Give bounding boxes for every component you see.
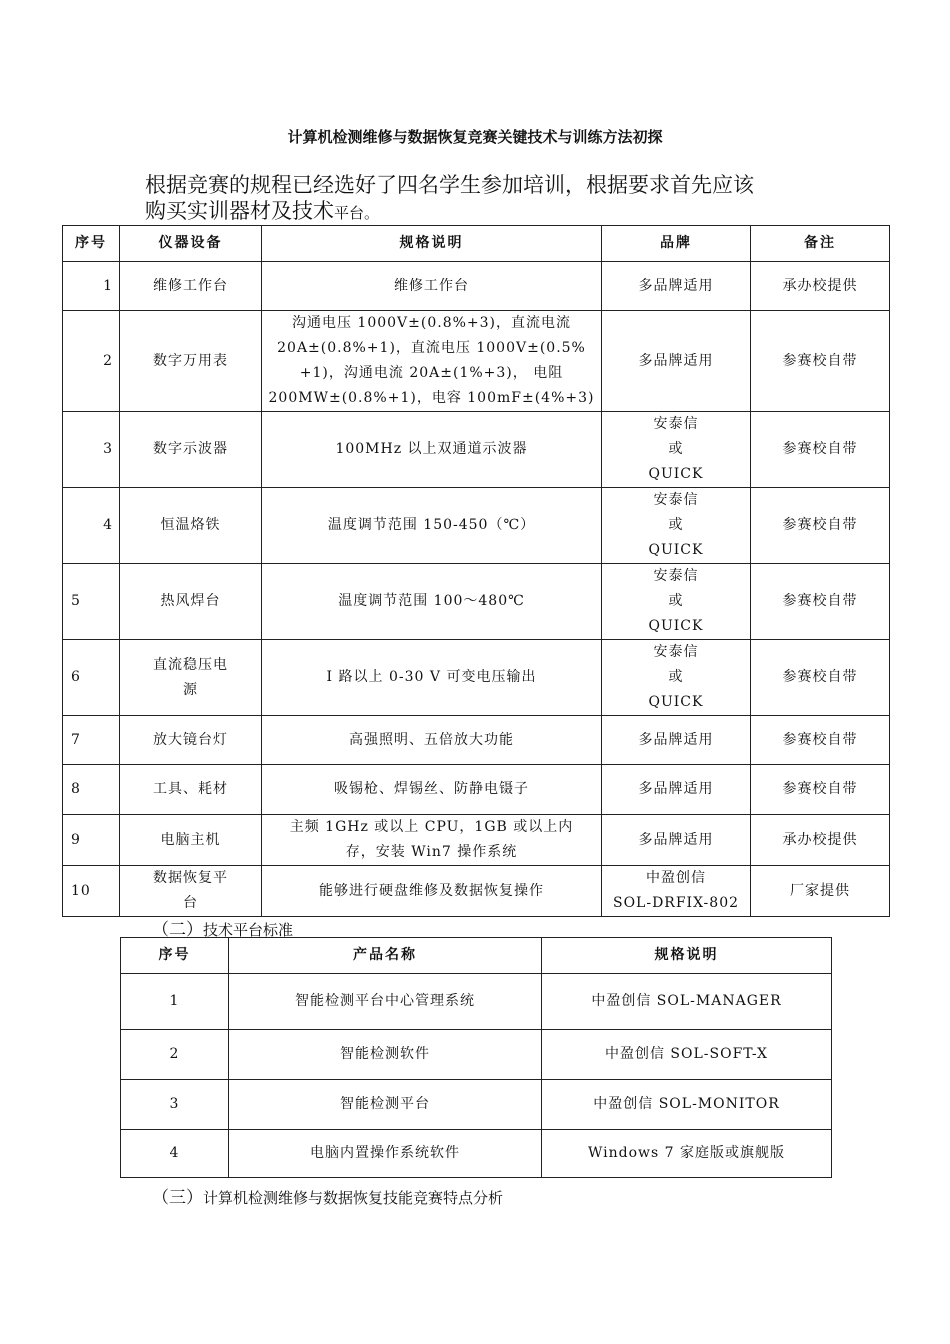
cell-spec bbox=[262, 866, 602, 917]
spec-line: 20A±(0.8%+1)，直流电压 1000V±(0.5% bbox=[277, 340, 586, 356]
header-spec: 规格说明 bbox=[542, 938, 832, 974]
cell-spec: 中盈创信 SOL-MONITOR bbox=[542, 1080, 832, 1130]
platform-table-header bbox=[121, 938, 832, 974]
header-no: 序号 bbox=[63, 226, 120, 262]
cell-spec bbox=[262, 765, 602, 815]
cell-spec bbox=[262, 412, 602, 488]
row-number: 5 bbox=[63, 564, 120, 640]
cell-spec bbox=[262, 640, 602, 716]
header-device: 仪器设备 bbox=[120, 226, 262, 262]
brand-line: 多品牌适用 bbox=[638, 781, 714, 797]
section-2-text: 技术平台标准 bbox=[203, 921, 294, 939]
brand-line: QUICK bbox=[648, 542, 704, 558]
device-line: 放大镜台灯 bbox=[153, 731, 228, 748]
spec-line: 温度调节范围 150-450（℃） bbox=[327, 517, 536, 533]
row-number: 7 bbox=[63, 716, 120, 765]
table-row bbox=[63, 815, 890, 866]
spec-line: 存，安装 Win7 操作系统 bbox=[345, 844, 518, 860]
cell-note: 参赛校自带 bbox=[751, 311, 890, 412]
row-number: 3 bbox=[63, 412, 120, 488]
brand-line: QUICK bbox=[648, 466, 704, 482]
brand-line: 多品牌适用 bbox=[638, 352, 714, 369]
cell-note: 参赛校自带 bbox=[751, 412, 890, 488]
table-row bbox=[63, 716, 890, 765]
intro-line-2 bbox=[145, 198, 845, 226]
cell-spec: Windows 7 家庭版或旗舰版 bbox=[542, 1130, 832, 1178]
document-title: 计算机检测维修与数据恢复竞赛关键技术与训练方法初探 bbox=[287, 128, 663, 146]
device-line: 热风焊台 bbox=[160, 593, 221, 609]
spec-line: +1)，沟通电流 20A±(1%+3)， 电阻 bbox=[299, 365, 564, 381]
table-row bbox=[63, 262, 890, 311]
table-row bbox=[121, 974, 832, 1030]
section-3-number: （三） bbox=[152, 1188, 203, 1208]
brand-line: 多品牌适用 bbox=[638, 831, 714, 848]
cell-brand bbox=[602, 815, 751, 866]
cell-spec bbox=[262, 716, 602, 765]
cell-brand bbox=[602, 488, 751, 564]
spec-line: 温度调节范围 100～480℃ bbox=[338, 593, 525, 609]
cell-device bbox=[120, 815, 262, 866]
device-line: 台 bbox=[183, 895, 198, 911]
brand-line: 安泰信 bbox=[653, 492, 699, 508]
brand-line: QUICK bbox=[648, 618, 704, 634]
cell-device bbox=[120, 564, 262, 640]
brand-line: SOL-DRFIX-802 bbox=[612, 895, 740, 911]
cell-brand bbox=[602, 640, 751, 716]
cell-device bbox=[120, 311, 262, 412]
cell-no: 1 bbox=[121, 974, 229, 1030]
spec-line: 能够进行硬盘维修及数据恢复操作 bbox=[319, 882, 544, 899]
cell-brand bbox=[602, 262, 751, 311]
row-number: 2 bbox=[63, 311, 120, 412]
table-row bbox=[121, 1130, 832, 1178]
intro-paragraph bbox=[145, 172, 845, 226]
intro-line-1: 根据竞赛的规程已经选好了四名学生参加培训，根据要求首先应该 bbox=[145, 173, 754, 197]
section-2-number: （二） bbox=[152, 920, 203, 940]
cell-brand bbox=[602, 564, 751, 640]
cell-note: 参赛校自带 bbox=[751, 640, 890, 716]
header-spec: 规格说明 bbox=[262, 226, 602, 262]
cell-spec bbox=[262, 564, 602, 640]
brand-line: QUICK bbox=[648, 694, 704, 710]
row-number: 10 bbox=[63, 866, 120, 917]
spec-line: I 路以上 0-30 V 可变电压输出 bbox=[326, 669, 537, 685]
cell-spec: 中盈创信 SOL-SOFT-X bbox=[542, 1030, 832, 1080]
brand-line: 或 bbox=[668, 517, 684, 533]
cell-brand bbox=[602, 311, 751, 412]
device-line: 恒温烙铁 bbox=[160, 517, 221, 533]
cell-device bbox=[120, 262, 262, 311]
row-number: 6 bbox=[63, 640, 120, 716]
row-number: 9 bbox=[63, 815, 120, 866]
table-row bbox=[63, 640, 890, 716]
cell-note: 参赛校自带 bbox=[751, 716, 890, 765]
brand-line: 多品牌适用 bbox=[638, 277, 714, 294]
cell-brand bbox=[602, 412, 751, 488]
brand-line: 安泰信 bbox=[653, 644, 699, 660]
cell-note: 参赛校自带 bbox=[751, 488, 890, 564]
device-line: 源 bbox=[183, 681, 198, 698]
section-3-text: 计算机检测维修与数据恢复技能竞赛特点分析 bbox=[203, 1189, 504, 1207]
brand-line: 安泰信 bbox=[653, 568, 699, 584]
table-row bbox=[63, 866, 890, 917]
device-line: 电脑主机 bbox=[160, 831, 221, 848]
spec-line: 沟通电压 1000V±(0.8%+3)，直流电流 bbox=[291, 315, 572, 331]
table-row bbox=[121, 1080, 832, 1130]
spec-line: 吸锡枪、焊锡丝、防静电镊子 bbox=[334, 781, 529, 797]
cell-brand bbox=[602, 765, 751, 815]
cell-device bbox=[120, 488, 262, 564]
device-line: 数字示波器 bbox=[153, 441, 228, 457]
row-number: 8 bbox=[63, 765, 120, 815]
cell-no: 3 bbox=[121, 1080, 229, 1130]
section-3-heading bbox=[152, 1183, 503, 1208]
device-line: 数字万用表 bbox=[153, 352, 228, 369]
intro-line-2-main: 购买实训器材及技术 bbox=[145, 199, 334, 223]
spec-line: 主频 1GHz 或以上 CPU，1GB 或以上内 bbox=[289, 819, 574, 835]
cell-note: 承办校提供 bbox=[751, 262, 890, 311]
cell-brand bbox=[602, 716, 751, 765]
cell-no: 4 bbox=[121, 1130, 229, 1178]
brand-line: 或 bbox=[668, 441, 684, 457]
cell-name: 智能检测软件 bbox=[229, 1030, 542, 1080]
header-note: 备注 bbox=[751, 226, 890, 262]
header-no: 序号 bbox=[121, 938, 229, 974]
cell-spec bbox=[262, 311, 602, 412]
cell-brand bbox=[602, 866, 751, 917]
cell-note: 承办校提供 bbox=[751, 815, 890, 866]
cell-note: 厂家提供 bbox=[751, 866, 890, 917]
device-line: 工具、耗材 bbox=[153, 781, 228, 797]
table-row bbox=[63, 412, 890, 488]
brand-line: 中盈创信 bbox=[646, 870, 706, 886]
spec-line: 200MW±(0.8%+1)，电容 100mF±(4%+3) bbox=[268, 390, 595, 406]
cell-device bbox=[120, 716, 262, 765]
table-row bbox=[121, 1030, 832, 1080]
table-row bbox=[63, 488, 890, 564]
row-number: 4 bbox=[63, 488, 120, 564]
cell-spec bbox=[262, 488, 602, 564]
cell-spec: 中盈创信 SOL-MANAGER bbox=[542, 974, 832, 1030]
device-line: 直流稳压电 bbox=[153, 656, 228, 673]
cell-spec bbox=[262, 262, 602, 311]
equipment-table bbox=[62, 225, 890, 917]
header-brand: 品牌 bbox=[602, 226, 751, 262]
cell-note: 参赛校自带 bbox=[751, 765, 890, 815]
cell-device bbox=[120, 412, 262, 488]
platform-table bbox=[120, 937, 832, 1178]
spec-line: 高强照明、五倍放大功能 bbox=[349, 731, 514, 748]
equipment-table-header bbox=[63, 226, 890, 262]
brand-line: 或 bbox=[668, 593, 684, 609]
spec-line: 100MHz 以上双通道示波器 bbox=[335, 441, 528, 457]
cell-device bbox=[120, 765, 262, 815]
row-number: 1 bbox=[63, 262, 120, 311]
spec-line: 维修工作台 bbox=[394, 277, 469, 294]
header-product-name: 产品名称 bbox=[229, 938, 542, 974]
cell-device bbox=[120, 866, 262, 917]
table-row bbox=[63, 564, 890, 640]
cell-name: 智能检测平台中心管理系统 bbox=[229, 974, 542, 1030]
brand-line: 或 bbox=[668, 669, 684, 685]
cell-spec bbox=[262, 815, 602, 866]
cell-name: 智能检测平台 bbox=[229, 1080, 542, 1130]
cell-no: 2 bbox=[121, 1030, 229, 1080]
brand-line: 多品牌适用 bbox=[638, 731, 714, 748]
cell-device bbox=[120, 640, 262, 716]
cell-name: 电脑内置操作系统软件 bbox=[229, 1130, 542, 1178]
cell-note: 参赛校自带 bbox=[751, 564, 890, 640]
intro-line-2-small: 平台。 bbox=[334, 204, 380, 222]
brand-line: 安泰信 bbox=[653, 416, 699, 432]
table-row bbox=[63, 765, 890, 815]
table-row bbox=[63, 311, 890, 412]
device-line: 维修工作台 bbox=[153, 277, 228, 294]
device-line: 数据恢复平 bbox=[153, 870, 228, 886]
